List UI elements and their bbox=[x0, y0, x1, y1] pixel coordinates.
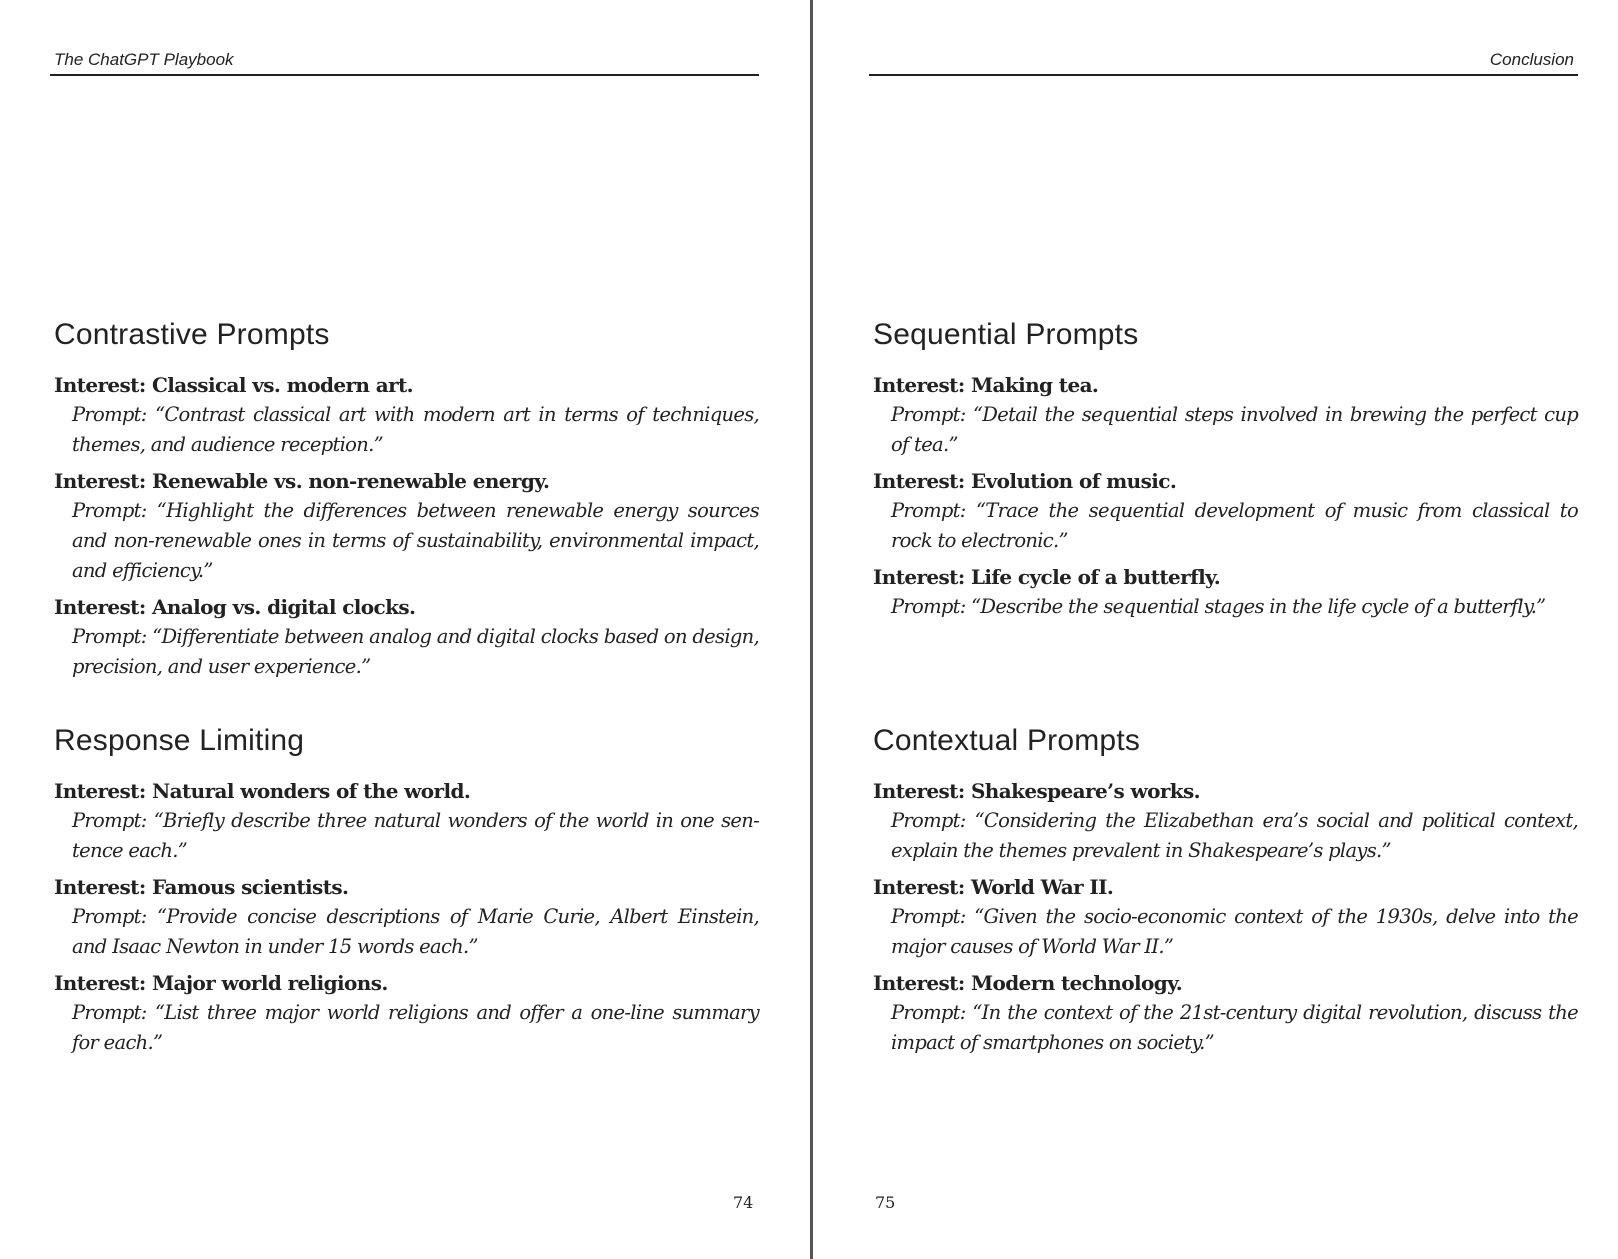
interest-label: Interest: Life cycle of a butterfly. bbox=[873, 565, 1221, 589]
prompt-text: Prompt: “Briefly describe three natural wonders of the world in one sen-tence each.” bbox=[72, 809, 759, 862]
entry bbox=[54, 776, 759, 866]
entry bbox=[873, 872, 1578, 962]
running-head-book-title: The ChatGPT Playbook bbox=[54, 50, 234, 69]
entry bbox=[873, 370, 1578, 460]
interest-label: Interest: Analog vs. digital clocks. bbox=[54, 595, 416, 619]
prompt-text: Prompt: “Contrast classical art with modern art in terms of techniques, themes, and audience reception.” bbox=[72, 403, 759, 456]
section-title: Contrastive Prompts bbox=[54, 318, 330, 351]
section-title: Contextual Prompts bbox=[873, 724, 1141, 757]
interest-label: Interest: Famous scientists. bbox=[54, 875, 349, 899]
entry bbox=[873, 968, 1578, 1058]
prompt-text: Prompt: “Detail the sequential steps involved in brewing the perfect cup of tea.” bbox=[891, 403, 1578, 456]
section-title: Sequential Prompts bbox=[873, 318, 1139, 351]
entry bbox=[873, 466, 1578, 556]
running-head-chapter-title: Conclusion bbox=[1489, 50, 1574, 69]
section-contextual-prompts bbox=[873, 724, 1578, 1064]
interest-label: Interest: Major world religions. bbox=[54, 971, 388, 995]
section-title: Response Limiting bbox=[54, 724, 305, 757]
header-rule bbox=[50, 74, 759, 76]
prompt-text: Prompt: “Highlight the differences between renewable energy sources and non-renewable ones in terms of sustainability, environmental impact, and efficiency.” bbox=[72, 499, 759, 582]
interest-label: Interest: Renewable vs. non-renewable energy. bbox=[54, 469, 550, 493]
prompt-text: Prompt: “Describe the sequential stages in the life cycle of a butterfly.” bbox=[891, 595, 1546, 618]
prompt-text: Prompt: “Differentiate between analog and digital clocks based on design, precision, and user experience.” bbox=[72, 625, 759, 678]
section-response-limiting bbox=[54, 724, 759, 1064]
prompt-text: Prompt: “Trace the sequential development of music from classical to rock to electronic.” bbox=[891, 499, 1578, 552]
entry bbox=[873, 562, 1578, 622]
entry bbox=[54, 872, 759, 962]
interest-label: Interest: Classical vs. modern art. bbox=[54, 373, 414, 397]
interest-label: Interest: Evolution of music. bbox=[873, 469, 1177, 493]
entry bbox=[54, 466, 759, 586]
page-number: 75 bbox=[875, 1193, 896, 1212]
prompt-text: Prompt: “List three major world religions and offer a one-line summary for each.” bbox=[72, 1001, 759, 1054]
header-rule bbox=[869, 74, 1578, 76]
prompt-text: Prompt: “Considering the Elizabethan era’s social and political context, explain the themes prevalent in Shakespeare’s plays.” bbox=[891, 809, 1578, 862]
entry bbox=[54, 370, 759, 460]
prompt-text: Prompt: “In the context of the 21st-century digital revolution, discuss the impact of smartphones on society.” bbox=[891, 1001, 1578, 1054]
prompt-text: Prompt: “Given the socio-economic context of the 1930s, delve into the major causes of World War II.” bbox=[891, 905, 1578, 958]
right-page bbox=[813, 0, 1618, 1259]
interest-label: Interest: Making tea. bbox=[873, 373, 1099, 397]
interest-label: Interest: Natural wonders of the world. bbox=[54, 779, 471, 803]
entry bbox=[54, 592, 759, 682]
prompt-text: Prompt: “Provide concise descriptions of Marie Curie, Albert Einstein, and Isaac Newton in under 15 words each.” bbox=[72, 905, 759, 958]
interest-label: Interest: World War II. bbox=[873, 875, 1114, 899]
section-contrastive-prompts bbox=[54, 318, 759, 688]
interest-label: Interest: Modern technology. bbox=[873, 971, 1183, 995]
interest-label: Interest: Shakespeare’s works. bbox=[873, 779, 1201, 803]
page-number: 74 bbox=[733, 1193, 754, 1212]
section-sequential-prompts bbox=[873, 318, 1578, 628]
entry bbox=[54, 968, 759, 1058]
entry bbox=[873, 776, 1578, 866]
